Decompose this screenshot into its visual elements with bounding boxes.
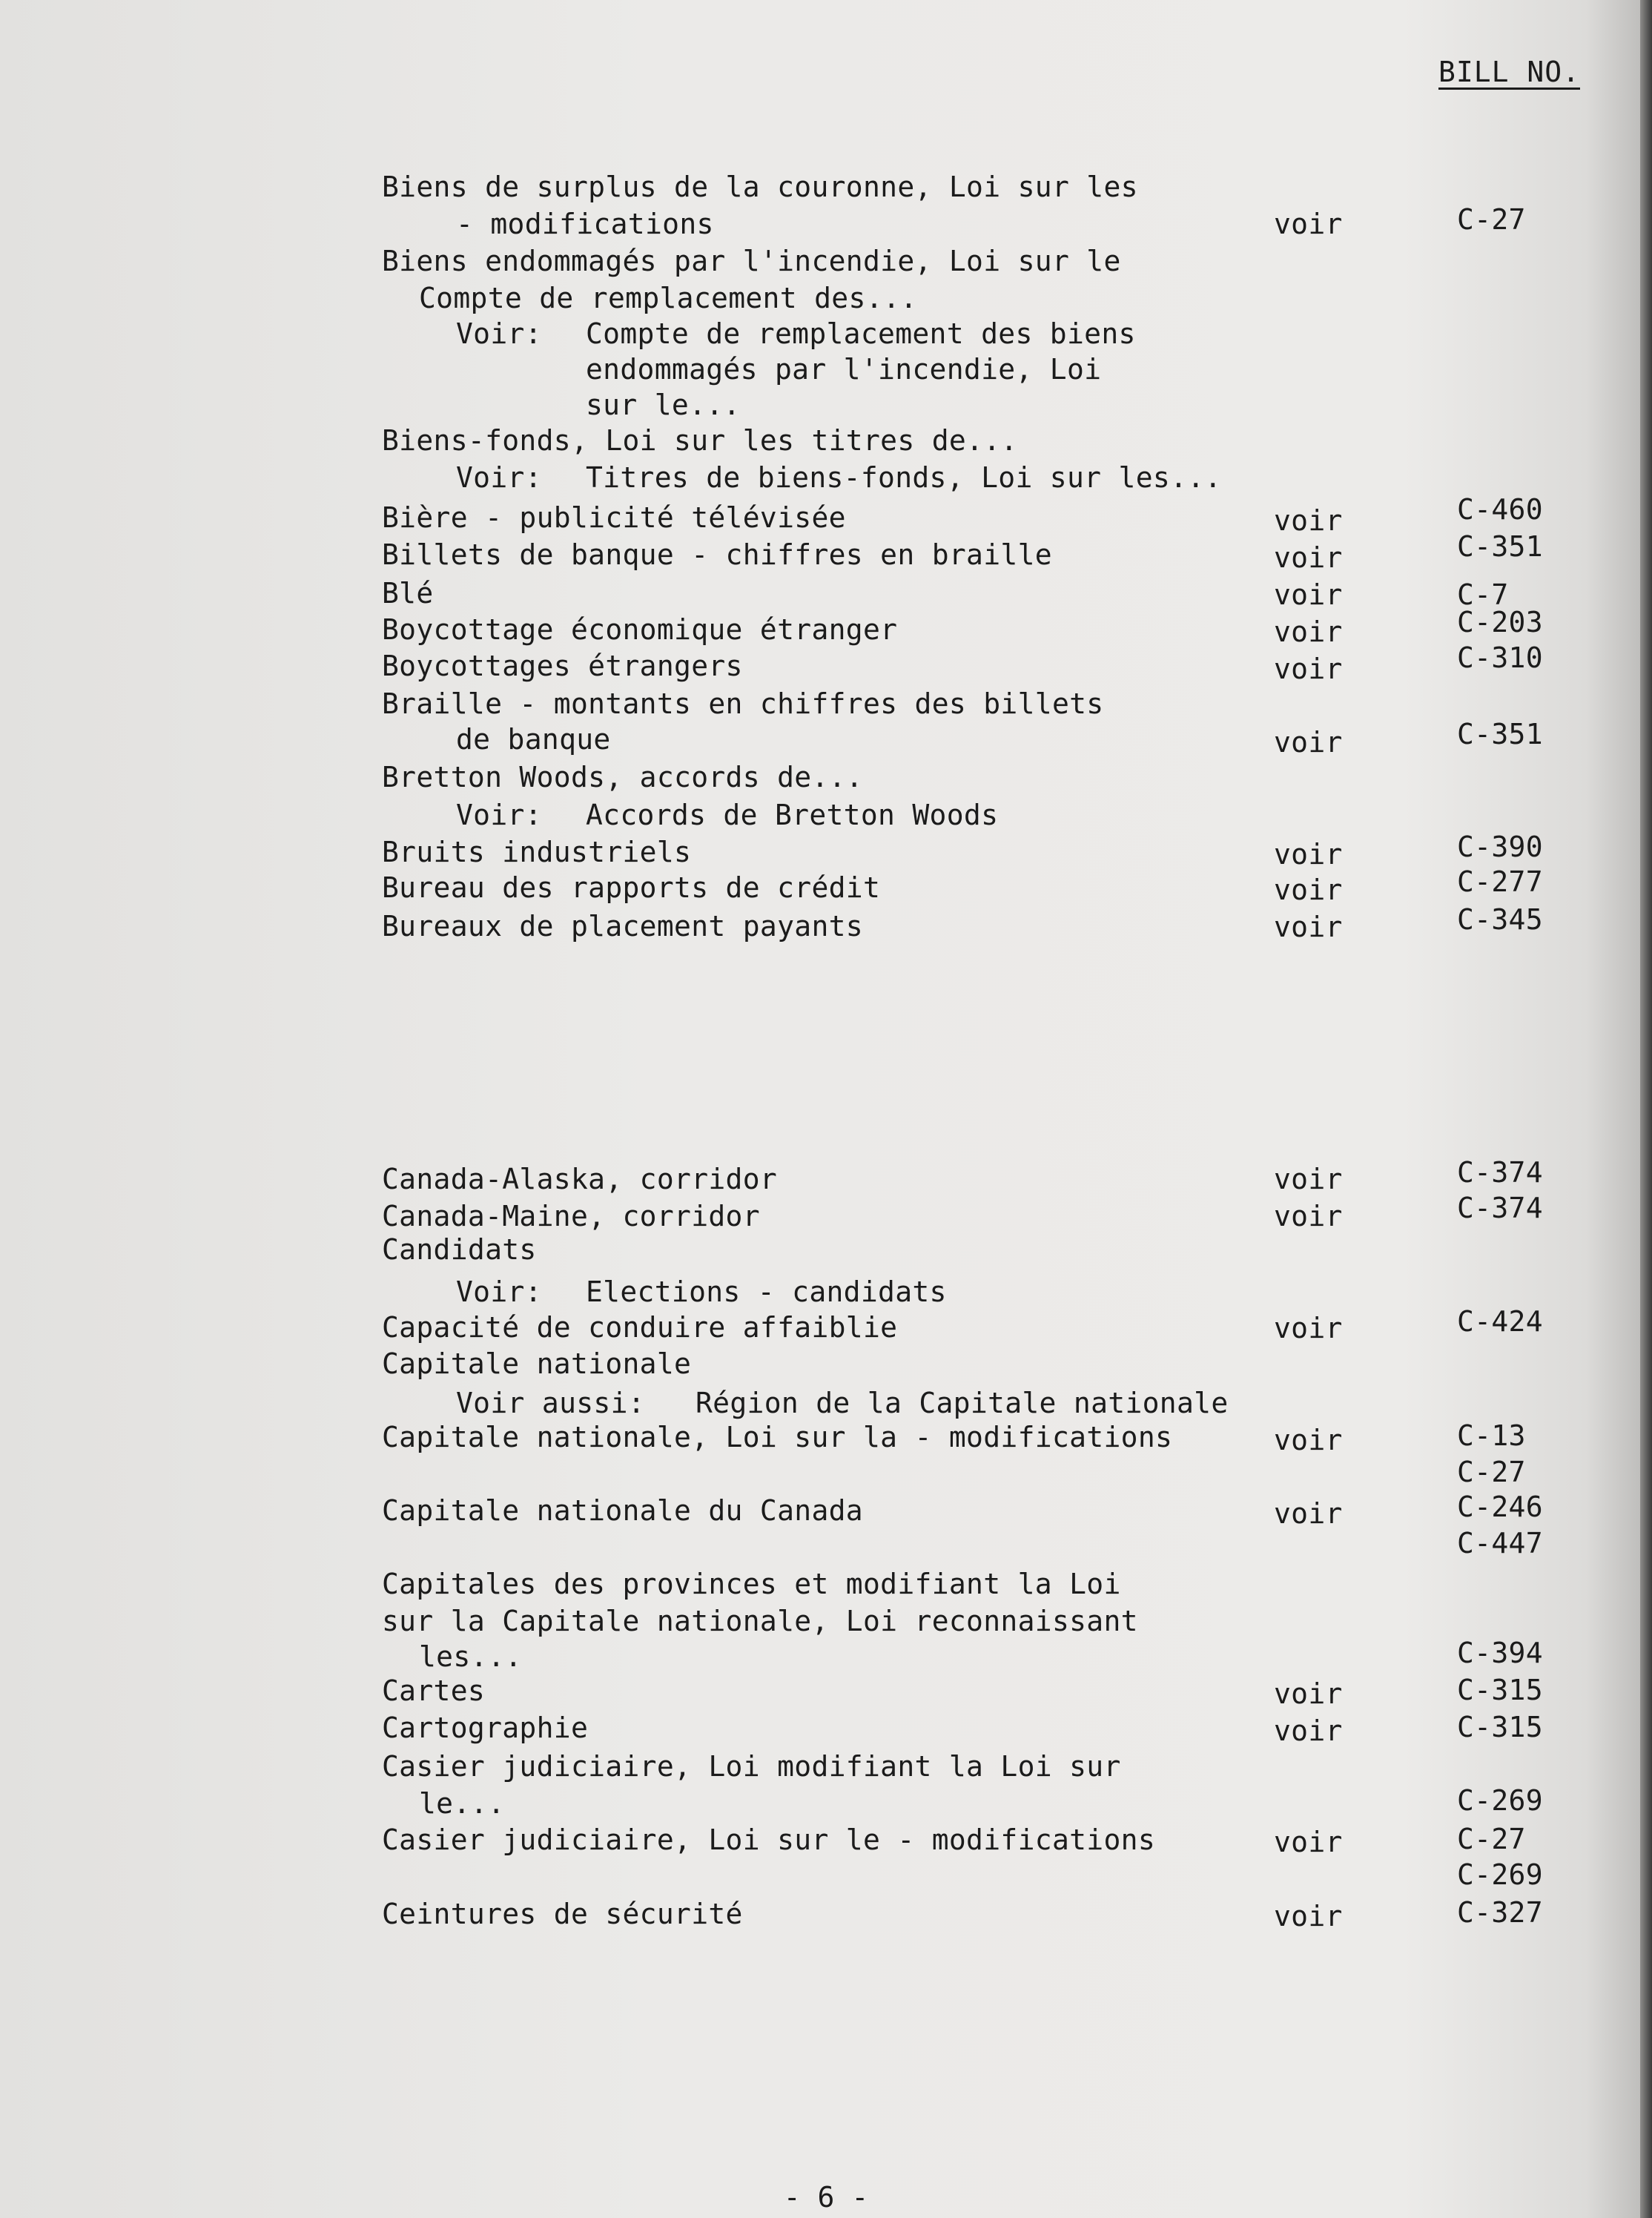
voir-label: voir (1274, 1677, 1343, 1710)
entry-title: Billets de banque - chiffres en braille (382, 538, 1052, 571)
bill-number: C-447 (1457, 1527, 1543, 1559)
entry-title: Candidats (382, 1233, 537, 1266)
entry-title: Capitales des provinces et modifiant la Loi (382, 1568, 1121, 1600)
see-reference-label: Voir: (456, 461, 542, 494)
voir-label: voir (1274, 874, 1343, 906)
bill-number: C-460 (1457, 493, 1543, 526)
entry-title: Casier judiciaire, Loi sur le - modifications (382, 1823, 1156, 1856)
voir-label: voir (1274, 1900, 1343, 1933)
entry-continuation: les... (419, 1640, 523, 1673)
bill-number: C-310 (1457, 641, 1543, 674)
voir-label: voir (1274, 1200, 1343, 1232)
bill-number: C-390 (1457, 831, 1543, 863)
bill-number: C-269 (1457, 1858, 1543, 1891)
entry-continuation: - modifications (456, 208, 714, 240)
voir-label: voir (1274, 615, 1343, 648)
page-number: - 6 - (783, 2181, 869, 2214)
bill-number: C-327 (1457, 1896, 1543, 1929)
bill-number: C-27 (1457, 203, 1526, 236)
entry-title: Capitale nationale, Loi sur la - modifications (382, 1421, 1173, 1453)
voir-label: voir (1274, 1714, 1343, 1747)
entry-continuation: de banque (456, 723, 611, 756)
voir-label: voir (1274, 504, 1343, 537)
bill-number: C-424 (1457, 1305, 1543, 1338)
entry-title: Biens de surplus de la couronne, Loi sur les (382, 171, 1138, 203)
see-reference-target: sur le... (586, 389, 741, 421)
entry-title: Canada-Alaska, corridor (382, 1163, 778, 1195)
entry-title: Bureaux de placement payants (382, 910, 863, 943)
bill-number: C-394 (1457, 1637, 1543, 1669)
see-reference-target: endommagés par l'incendie, Loi (586, 353, 1102, 386)
voir-label: voir (1274, 838, 1343, 871)
entry-title: Capitale nationale (382, 1347, 692, 1380)
entry-title: Boycottages étrangers (382, 650, 743, 682)
voir-label: voir (1274, 541, 1343, 574)
see-also-target: Région de la Capitale nationale (696, 1387, 1229, 1419)
voir-label: voir (1274, 1424, 1343, 1456)
bill-number: C-7 (1457, 578, 1509, 611)
see-reference-target: Accords de Bretton Woods (586, 799, 999, 831)
bill-number: C-246 (1457, 1491, 1543, 1523)
entry-title: Bureau des rapports de crédit (382, 871, 881, 904)
entry-title: Boycottage économique étranger (382, 613, 898, 646)
bill-number: C-345 (1457, 903, 1543, 936)
bill-number: C-269 (1457, 1784, 1543, 1817)
voir-label: voir (1274, 1497, 1343, 1530)
voir-label: voir (1274, 208, 1343, 240)
bill-number: C-351 (1457, 530, 1543, 563)
voir-label: voir (1274, 653, 1343, 685)
entry-title: Capitale nationale du Canada (382, 1494, 863, 1527)
see-also-label: Voir aussi: (456, 1387, 645, 1419)
entry-title: Blé (382, 577, 434, 610)
entry-title: Ceintures de sécurité (382, 1898, 743, 1930)
bill-number: C-13 (1457, 1419, 1526, 1452)
entry-title: Casier judiciaire, Loi modifiant la Loi sur (382, 1750, 1121, 1783)
entry-title: Bière - publicité télévisée (382, 501, 846, 534)
entry-title: Biens endommagés par l'incendie, Loi sur le (382, 245, 1121, 277)
bill-number: C-374 (1457, 1156, 1543, 1189)
bill-number: C-315 (1457, 1711, 1543, 1743)
bill-number: C-351 (1457, 718, 1543, 750)
bill-number: C-315 (1457, 1674, 1543, 1706)
bill-number: C-277 (1457, 865, 1543, 898)
entry-title: Capacité de conduire affaiblie (382, 1311, 898, 1344)
bill-number: C-27 (1457, 1823, 1526, 1855)
entry-title: Bruits industriels (382, 836, 692, 868)
voir-label: voir (1274, 911, 1343, 943)
see-reference-label: Voir: (456, 317, 542, 350)
bill-number: C-27 (1457, 1456, 1526, 1488)
entry-continuation: Compte de remplacement des... (419, 282, 918, 314)
voir-label: voir (1274, 1163, 1343, 1195)
entry-continuation: sur la Capitale nationale, Loi reconnaissant (382, 1605, 1138, 1637)
voir-label: voir (1274, 578, 1343, 611)
entry-title: Braille - montants en chiffres des billets (382, 687, 1104, 720)
see-reference-label: Voir: (456, 1275, 542, 1308)
entry-title: Cartographie (382, 1712, 589, 1744)
see-reference-target: Compte de remplacement des biens (586, 317, 1136, 350)
bill-number: C-374 (1457, 1192, 1543, 1224)
see-reference-target: Titres de biens-fonds, Loi sur les... (586, 461, 1222, 494)
entry-title: Cartes (382, 1674, 486, 1707)
entry-continuation: le... (419, 1787, 505, 1820)
voir-label: voir (1274, 1312, 1343, 1344)
see-reference-target: Elections - candidats (586, 1275, 947, 1308)
see-reference-label: Voir: (456, 799, 542, 831)
entry-title: Bretton Woods, accords de... (382, 761, 863, 793)
bill-no-header: BILL NO. (1438, 56, 1581, 88)
entry-title: Biens-fonds, Loi sur les titres de... (382, 424, 1018, 457)
voir-label: voir (1274, 1826, 1343, 1858)
voir-label: voir (1274, 726, 1343, 759)
bill-number: C-203 (1457, 606, 1543, 638)
entry-title: Canada-Maine, corridor (382, 1200, 760, 1232)
